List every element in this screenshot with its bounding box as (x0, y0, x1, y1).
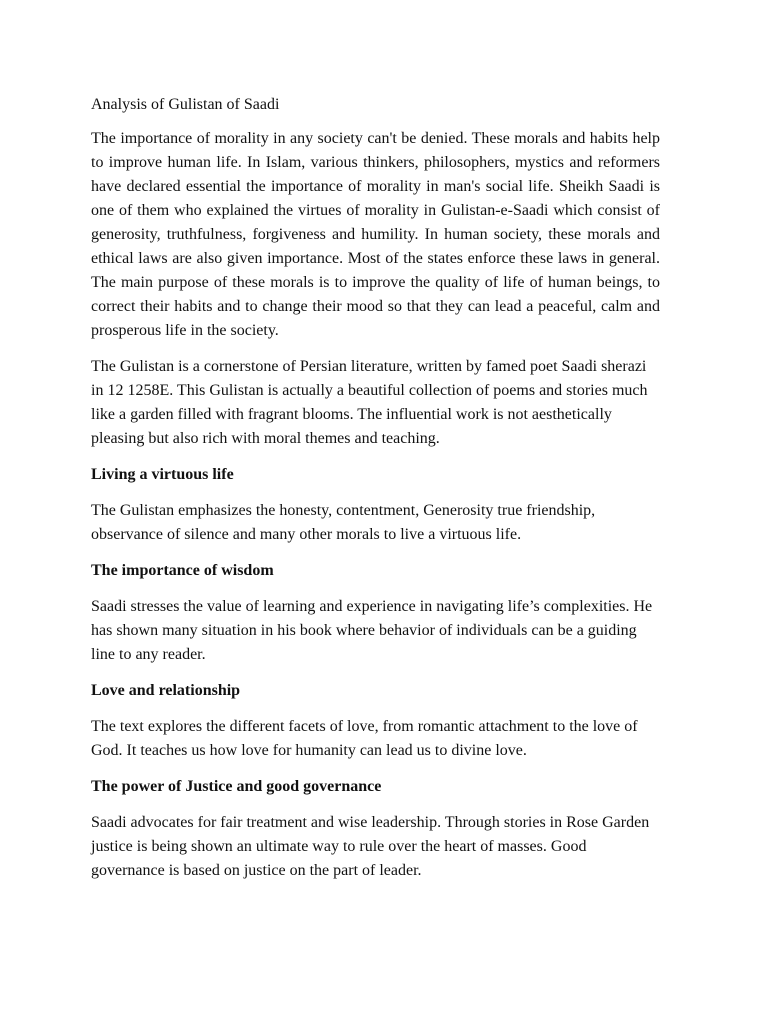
section-heading-wisdom: The importance of wisdom (91, 562, 274, 579)
section-body-justice: Saadi advocates for fair treatment and wise leadership. Through stories in Rose Garden justice is being shown an ultimate way to rule over the heart of masses. Good governance is based on justice on the part of leader. (91, 814, 650, 879)
section-body-love: The text explores the different facets of love, from romantic attachment to the love of God. It teaches us how love for humanity can lead us to divine love. (91, 718, 638, 759)
background-paragraph: The Gulistan is a cornerstone of Persian literature, written by famed poet Saadi sherazi in 12 1258E. This Gulistan is actually a beautiful collection of poems and stories much like a garden filled with fragrant blooms. The influential work is not aesthetically pleasing but also rich with moral themes and teaching. (91, 358, 648, 447)
document-title: Analysis of Gulistan of Saadi (91, 96, 280, 113)
intro-paragraph: The importance of morality in any society can't be denied. These morals and habits help to improve human life. In Islam, various thinkers, philosophers, mystics and reformers have declared essential the importance of morality in man's social life. Sheikh Saadi is one of them who explained the virtues of morality in Gulistan-e-Saadi which consist of generosity, truthfulness, forgiveness and humility. In human society, these morals and ethical laws are also given importance. Most of the states enforce these laws in general. The main purpose of these morals is to improve the quality of life of human beings, to correct their habits and to change their mood so that they can lead a peaceful, calm and prosperous life in the society. (91, 130, 660, 339)
section-heading-justice: The power of Justice and good governance (91, 778, 382, 795)
section-heading-virtuous-life: Living a virtuous life (91, 466, 234, 483)
section-body-virtuous-life: The Gulistan emphasizes the honesty, contentment, Generosity true friendship, observance of silence and many other morals to live a virtuous life. (91, 502, 596, 543)
section-heading-love: Love and relationship (91, 682, 241, 699)
section-body-wisdom: Saadi stresses the value of learning and experience in navigating life’s complexities. He has shown many situation in his book where behavior of individuals can be a guiding line to any reader. (91, 598, 653, 663)
